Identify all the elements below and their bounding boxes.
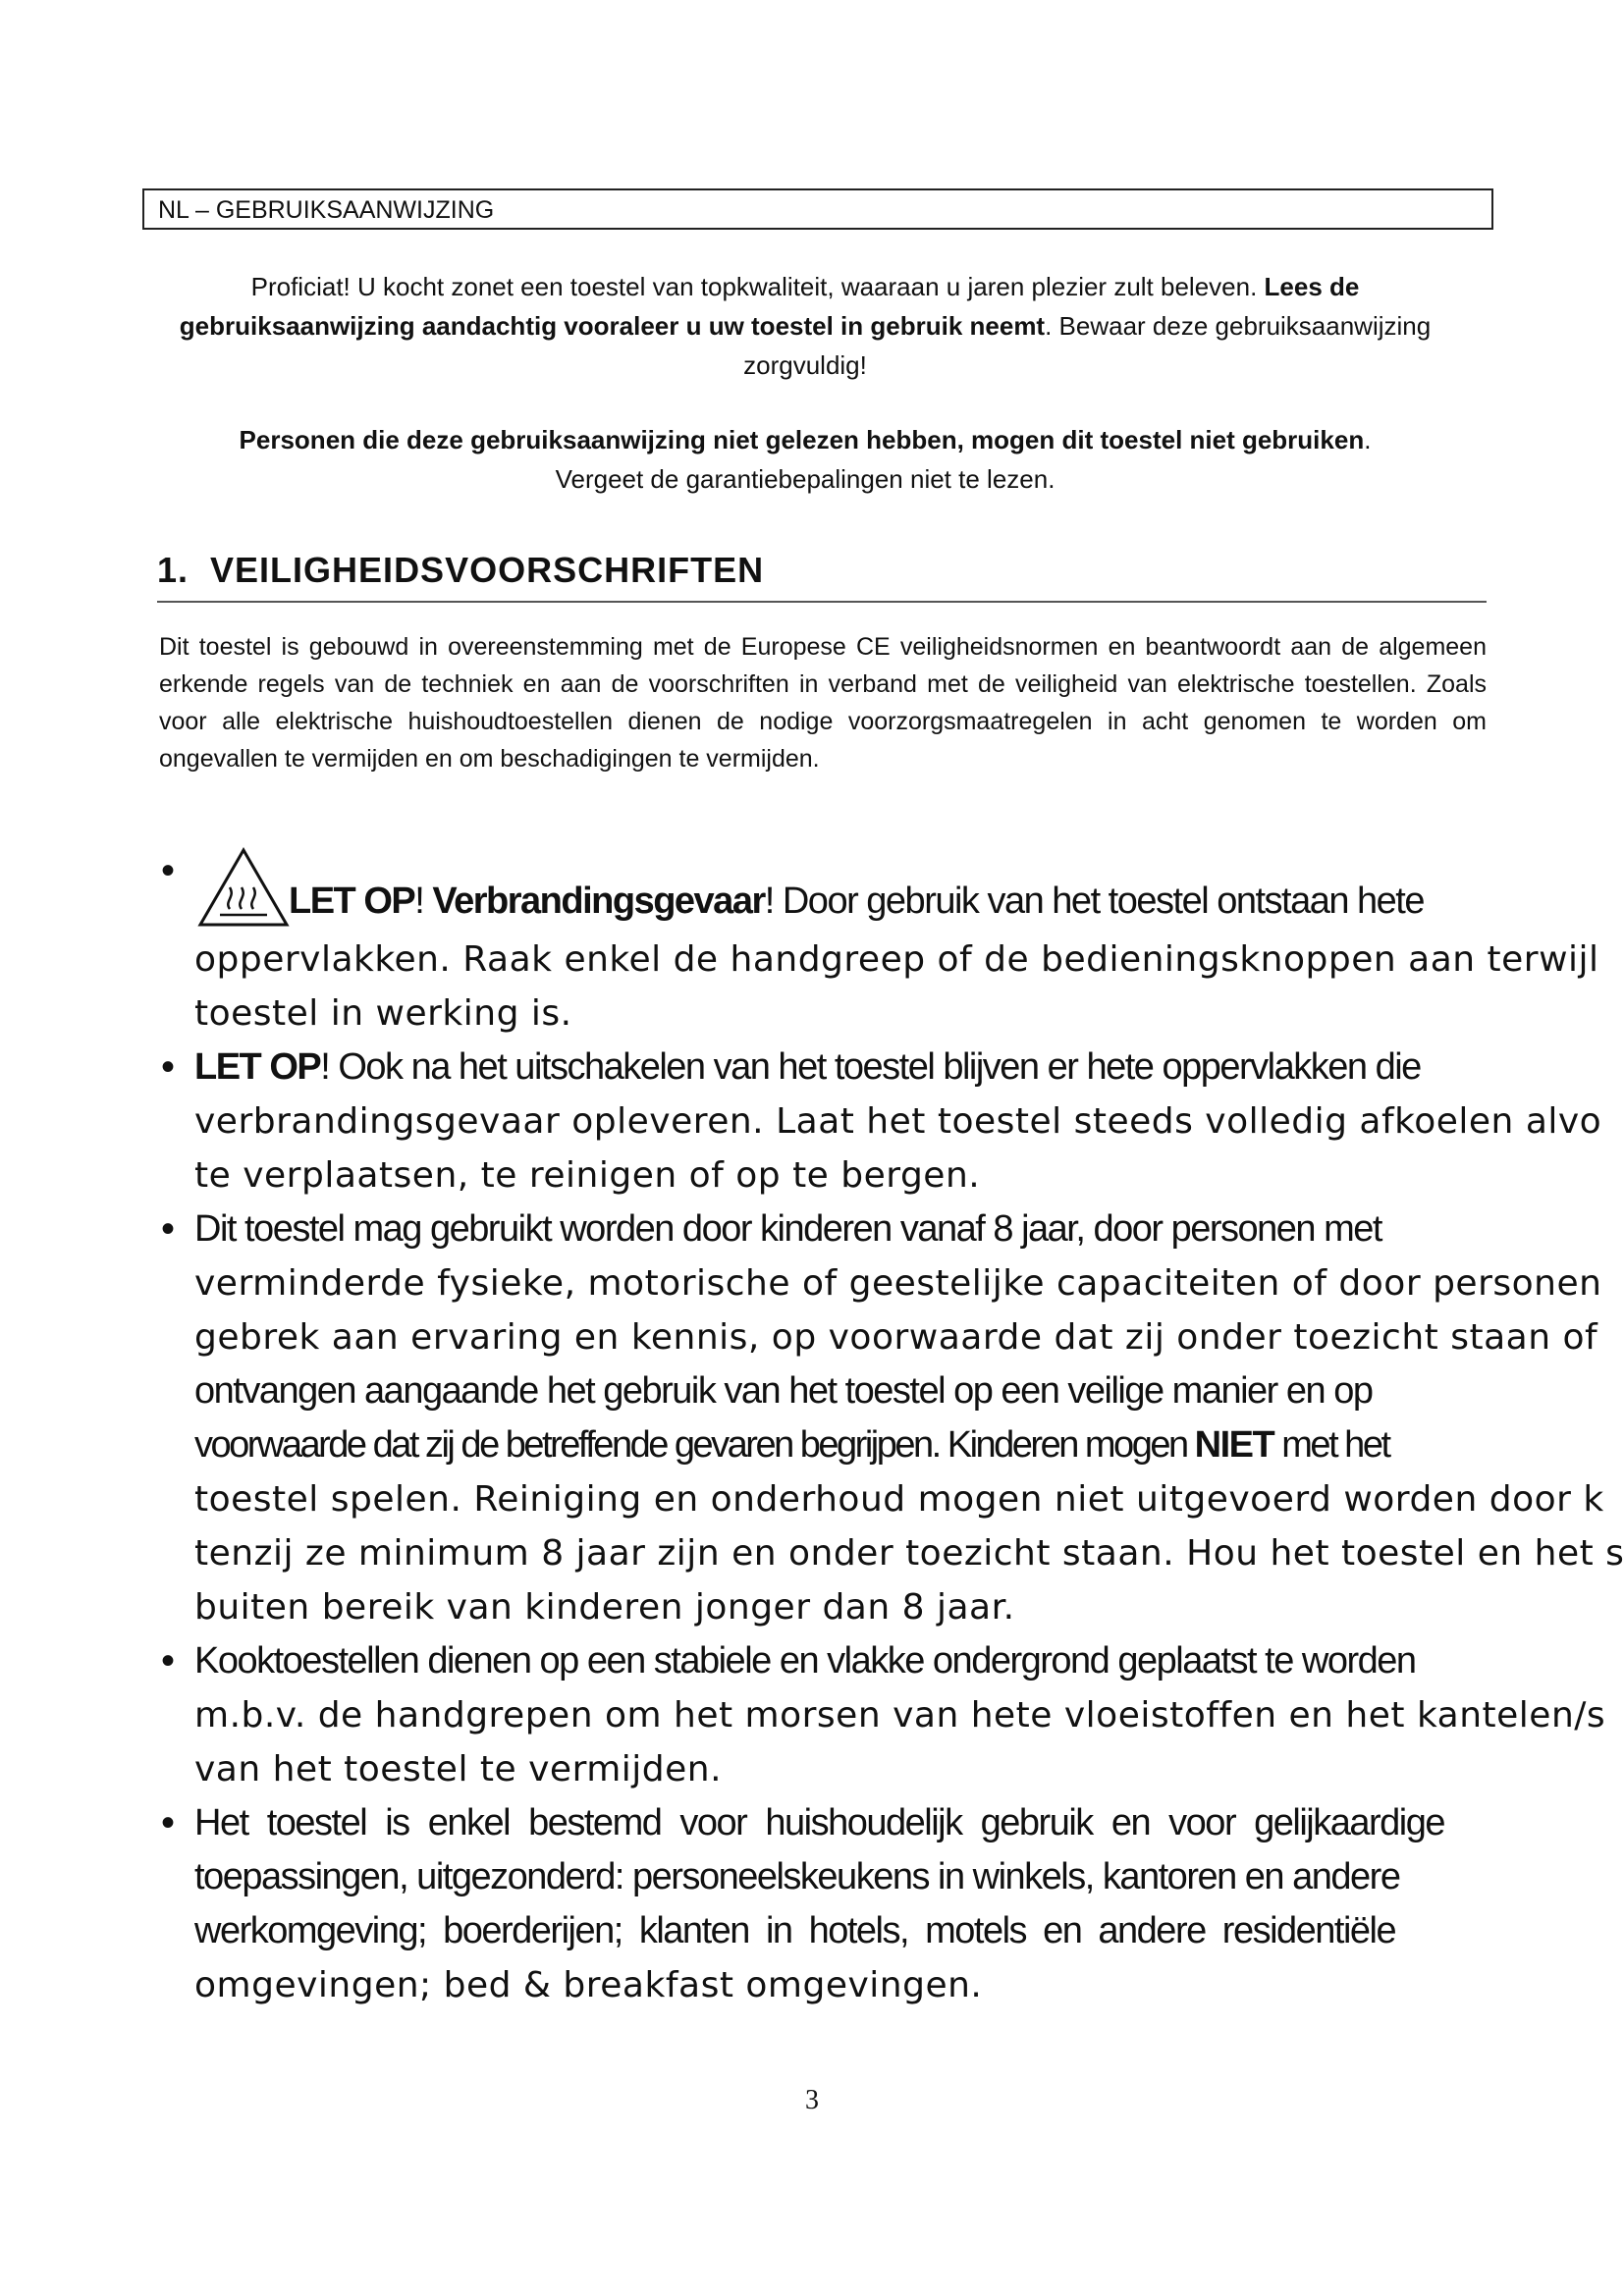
- bullet-line: voorwaarde dat zij de betreffende gevaren begrijpen. Kinderen mogen: [194, 1424, 1195, 1466]
- intro-text: Proficiat! U kocht zonet een toestel van topkwaliteit, waaraan u jaren plezier zult beleven.: [250, 272, 1265, 301]
- safety-bullet-list: [157, 849, 1624, 2012]
- page-number: 3: [805, 2085, 819, 2115]
- bullet-dot: •: [161, 1801, 176, 1844]
- bullet-line: van het toestel te vermijden.: [194, 1749, 723, 1789]
- language-header-box: [142, 188, 1493, 230]
- bullet-line: m.b.v. de handgrepen om het morsen van hete vloeistoffen en het kantelen/s: [194, 1695, 1606, 1735]
- bullet-line: toestel in werking is.: [194, 993, 572, 1034]
- intro-paragraph: [157, 267, 1453, 385]
- section-number: 1.: [157, 550, 189, 590]
- bullet-line: Het toestel is enkel bestemd voor huishoudelijk gebruik en voor gelijkaardige: [194, 1802, 1445, 1843]
- exclaim: !: [414, 881, 433, 922]
- let-op-label: LET OP: [194, 1046, 321, 1088]
- bullet-line: oppervlakken. Raak enkel de handgreep of de bedieningsknoppen aan terwijl: [194, 939, 1599, 980]
- warning-period: .: [1364, 425, 1372, 454]
- bullet-dot: •: [161, 1639, 176, 1682]
- intro-emphasis: Lees de gebruiksaanwijzing aandachtig vooraleer u uw toestel in gebruik neemt: [179, 272, 1360, 341]
- bullet-line: gebrek aan ervaring en kennis, op voorwaarde dat zij onder toezicht staan of: [194, 1317, 1598, 1358]
- warning-paragraph: [157, 420, 1453, 499]
- bullet-line: tenzij ze minimum 8 jaar zijn en onder toezicht staan. Hou het toestel en het s: [194, 1533, 1624, 1574]
- bullet-line: toestel spelen. Reiniging en onderhoud mogen niet uitgevoerd worden door k: [194, 1479, 1604, 1520]
- bullet-line: verbrandingsgevaar opleveren. Laat het toestel steeds volledig afkoelen alvo: [194, 1101, 1602, 1142]
- bullet-dot: •: [161, 849, 176, 892]
- bullet-line: ! Door gebruik van het toestel ontstaan hete: [764, 881, 1425, 922]
- bullet-line: ontvangen aangaande het gebruik van het toestel op een veilige manier en op: [194, 1370, 1373, 1412]
- let-op-label: LET OP: [289, 881, 415, 922]
- bullet-item-stable-surface: [157, 1634, 1624, 1796]
- bullet-item-burn-hazard: [157, 844, 1624, 1041]
- section-heading: [157, 550, 1487, 603]
- bullet-item-children: [157, 1202, 1624, 1634]
- bullet-line: toepassingen, uitgezonderd: personeelskeukens in winkels, kantoren en andere: [194, 1856, 1400, 1897]
- bullet-dot: •: [161, 1207, 176, 1251]
- bullet-line: ! Ook na het uitschakelen van het toestel blijven er hete oppervlakken die: [320, 1046, 1421, 1088]
- bullet-line: Dit toestel mag gebruikt worden door kinderen vanaf 8 jaar, door personen met: [194, 1208, 1381, 1250]
- section-intro-text: Dit toestel is gebouwd in overeenstemming met de Europese CE veiligheidsnormen en beantwoordt aan de algemeen erkende regels van de techniek en aan de voorschriften in verband met de veiligheid van elektrische toestellen. Zoals voor alle elektrische huishoudtoestellen dienen de nodige voorzorgsmaatregelen in acht genomen te worden om ongevallen te vermijden en om beschadigingen te vermijden.: [159, 633, 1487, 773]
- warning-emphasis: Personen die deze gebruiksaanwijzing niet gelezen hebben, mogen dit toestel niet gebruiken: [239, 425, 1365, 454]
- guarantee-note: Vergeet de garantiebepalingen niet te lezen.: [555, 464, 1056, 494]
- bullet-line: omgevingen; bed & breakfast omgevingen.: [194, 1965, 983, 2005]
- bullet-item-household-use: [157, 1796, 1624, 2012]
- bullet-line-end: met het: [1273, 1424, 1389, 1466]
- hot-surface-warning-icon: [194, 844, 293, 933]
- niet-emphasis: NIET: [1194, 1424, 1274, 1466]
- bullet-line: werkomgeving; boerderijen; klanten in hotels, motels en andere residentiële: [194, 1910, 1396, 1951]
- bullet-line: verminderde fysieke, motorische of geestelijke capaciteiten of door personen: [194, 1263, 1602, 1304]
- bullet-line: te verplaatsen, te reinigen of op te bergen.: [194, 1155, 981, 1196]
- bullet-item-cooling: [157, 1041, 1624, 1202]
- language-header-label: NL – GEBRUIKSAANWIJZING: [158, 196, 495, 224]
- burn-hazard-label: Verbrandingsgevaar: [432, 881, 765, 922]
- section-title: VEILIGHEIDSVOORSCHRIFTEN: [210, 550, 765, 590]
- bullet-line: buiten bereik van kinderen jonger dan 8 jaar.: [194, 1587, 1015, 1628]
- bullet-line: Kooktoestellen dienen op een stabiele en vlakke ondergrond geplaatst te worden: [194, 1640, 1416, 1682]
- bullet-dot: •: [161, 1045, 176, 1089]
- intro-text-end: . Bewaar deze gebruiksaanwijzing zorgvuldig!: [743, 311, 1432, 380]
